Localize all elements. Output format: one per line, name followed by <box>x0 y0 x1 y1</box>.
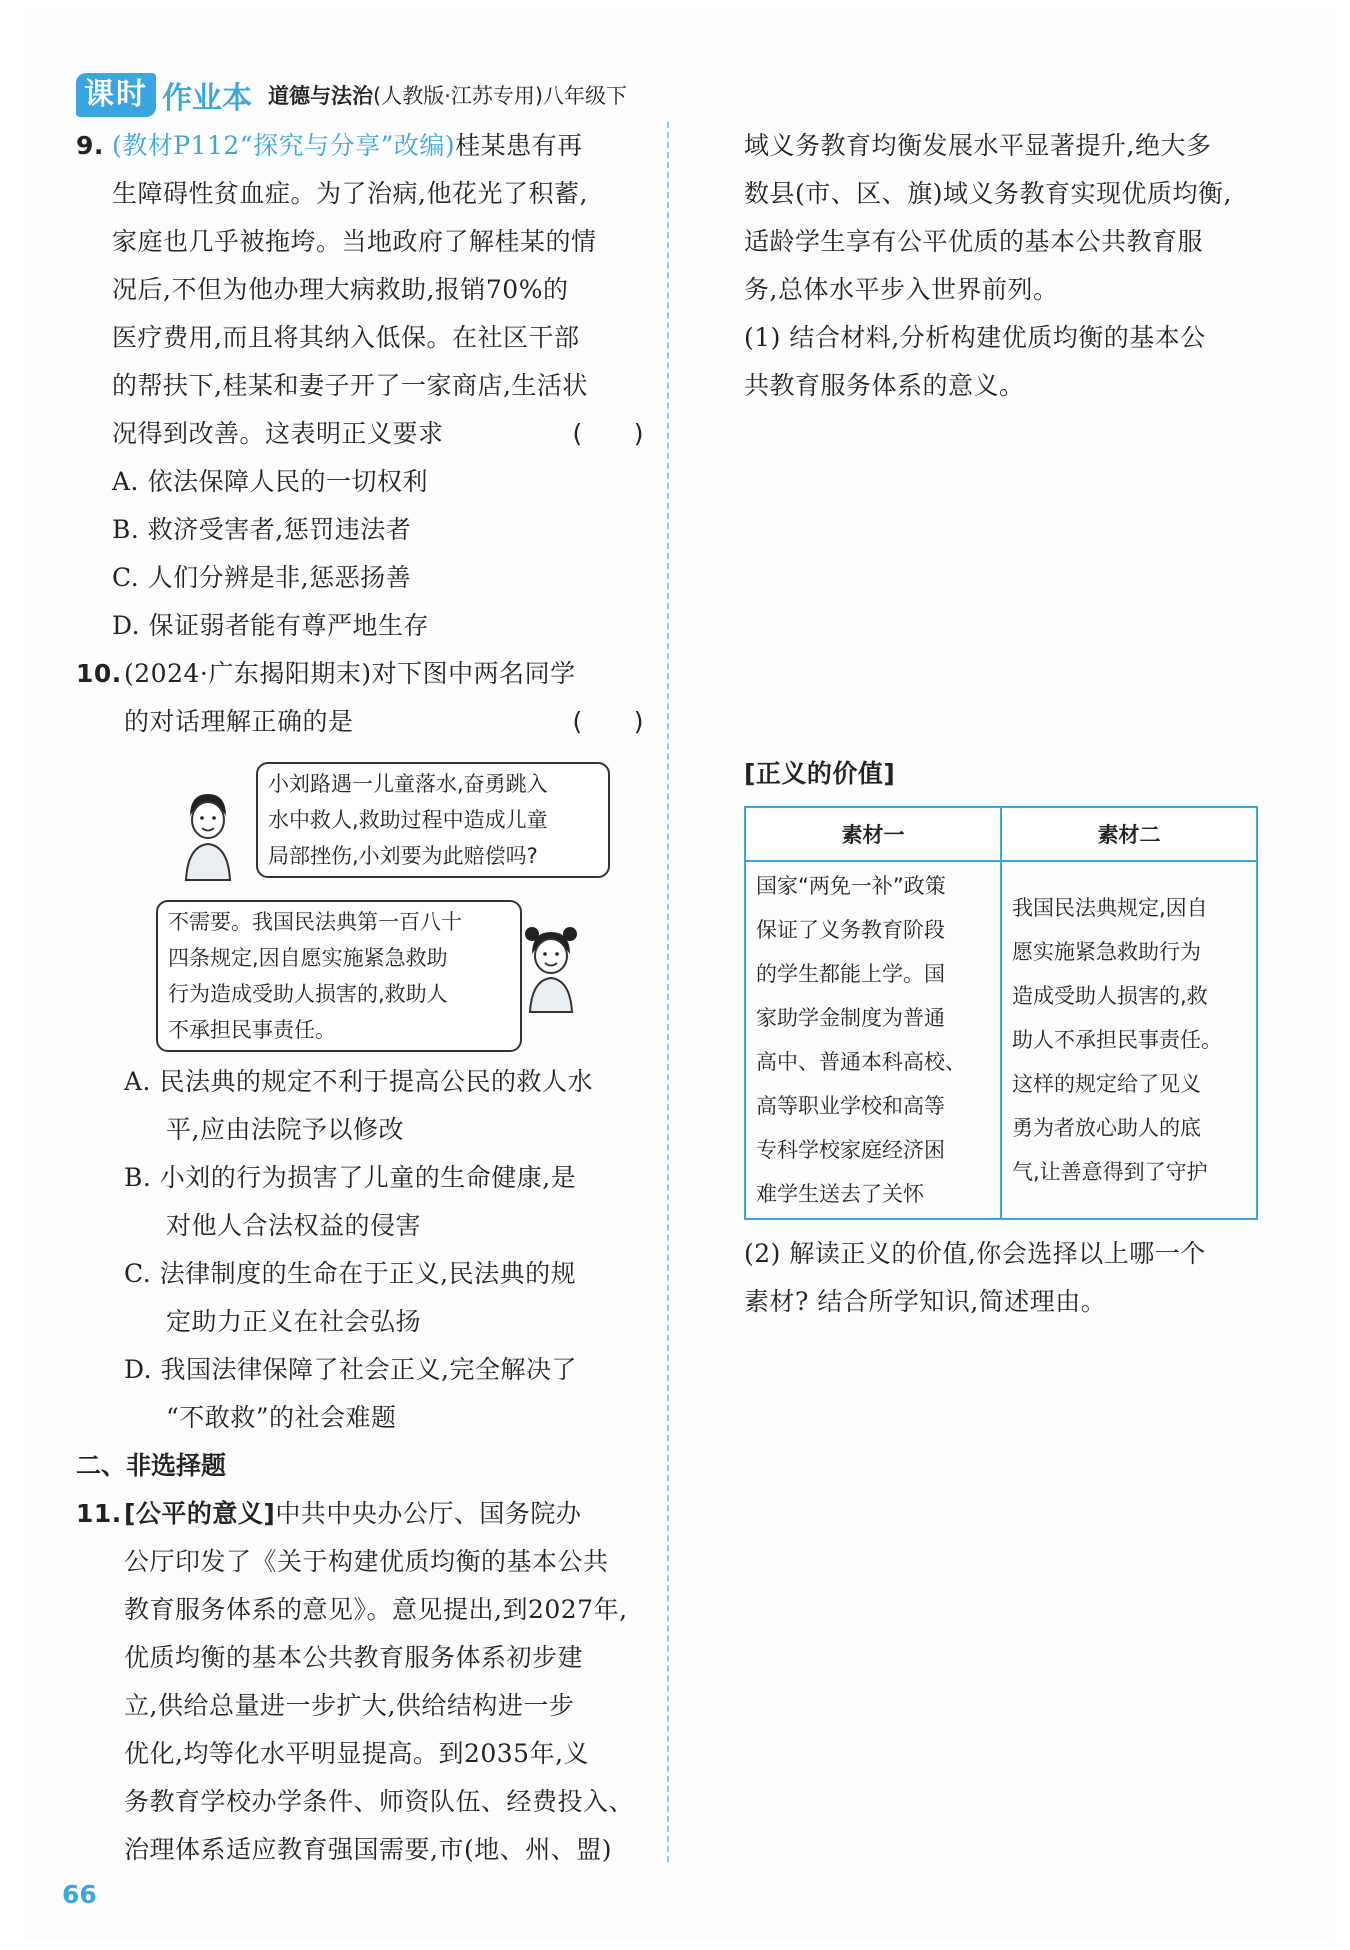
girl-figure-icon <box>516 924 586 1014</box>
q11-text-5: 优化,均等化水平明显提高。到2035年,义 <box>124 1739 590 1768</box>
q11-right-text-1: 数县(市、区、旗)域义务教育实现优质均衡, <box>744 179 1232 208</box>
q11-number: 11. <box>76 1499 122 1528</box>
material1-line: 高中、普通本科高校、 <box>756 1050 966 1074</box>
q11-text-2: 教育服务体系的意见》。意见提出,到2027年, <box>124 1595 628 1624</box>
q10-option-c-cont: 定助力正义在社会弘扬 <box>166 1307 422 1336</box>
q10-text-1: 的对话理解正确的是 <box>124 707 354 736</box>
bubble2-line: 行为造成受助人损害的,救助人 <box>168 982 448 1006</box>
bubble1-line: 小刘路遇一儿童落水,奋勇跳入 <box>268 772 548 796</box>
material1-line: 专科学校家庭经济困 <box>756 1138 945 1162</box>
right-column <box>744 122 1264 1726</box>
q11-right-text-0: 域义务教育均衡发展水平显著提升,绝大多 <box>744 131 1212 160</box>
bubble2-line: 不需要。我国民法典第一百八十 <box>168 910 462 934</box>
q11-sub2-line-1: 素材? 结合所学知识,简述理由。 <box>744 1287 1107 1316</box>
material1-line: 国家“两免一补”政策 <box>756 874 946 898</box>
table-header-col2: 素材二 <box>1001 807 1257 861</box>
q11-sub1-line-0: (1) 结合材料,分析构建优质均衡的基本公 <box>744 323 1206 352</box>
dialogue-illustration <box>76 754 644 1054</box>
material1-line: 的学生都能上学。国 <box>756 962 945 986</box>
header-subject <box>268 80 627 110</box>
material-table <box>744 806 1258 1220</box>
q9-number: 9. <box>76 131 104 160</box>
q11-line-1 <box>76 1490 644 1538</box>
q9-text-3: 况后,不但为他办理大病救助,报销70%的 <box>112 275 569 304</box>
question-11 <box>76 1490 644 1874</box>
q10-answer-blank[interactable]: ( ) <box>572 707 644 736</box>
table-cell-material1 <box>745 861 1001 1219</box>
q10-line-2 <box>76 698 644 746</box>
material1-line: 高等职业学校和高等 <box>756 1094 945 1118</box>
material1-line: 家助学金制度为普通 <box>756 1006 945 1030</box>
bubble1-line: 水中救人,救助过程中造成儿童 <box>268 808 548 832</box>
q10-text-0: (2024·广东揭阳期末)对下图中两名同学 <box>124 659 576 688</box>
material2-line: 助人不承担民事责任。 <box>1012 1028 1222 1052</box>
q11-text-4: 立,供给总量进一步扩大,供给结构进一步 <box>124 1691 575 1720</box>
q9-answer-blank[interactable]: ( ) <box>572 419 644 448</box>
q9-text-1: 生障碍性贫血症。为了治病,他花光了积蓄, <box>112 179 588 208</box>
answer-space-2[interactable] <box>744 1326 1264 1726</box>
q11-right-text-3: 务,总体水平步入世界前列。 <box>744 275 1059 304</box>
q9-option-b[interactable]: B. 救济受害者,惩罚违法者 <box>112 515 412 544</box>
left-column <box>76 122 644 1874</box>
q11-text-7: 治理体系适应教育强国需要,市(地、州、盟) <box>124 1835 612 1864</box>
page-header <box>76 70 627 120</box>
edition-label: (人教版·江苏专用)八年级下 <box>373 84 628 108</box>
q10-option-d-cont: “不敢救”的社会难题 <box>166 1403 397 1432</box>
bubble2-line: 不承担民事责任。 <box>168 1018 336 1042</box>
q9-text-5: 的帮扶下,桂某和妻子开了一家商店,生活状 <box>112 371 588 400</box>
subject-title: 道德与法治 <box>268 84 373 108</box>
q11-tag2: [正义的价值] <box>744 759 896 788</box>
speech-bubble-girl <box>156 900 522 1052</box>
q11-sub2-line-0: (2) 解读正义的价值,你会选择以上哪一个 <box>744 1239 1206 1268</box>
q9-stem-end: 况得到改善。这表明正义要求 <box>112 419 444 448</box>
q11-right-text-2: 适龄学生享有公平优质的基本公共教育服 <box>744 227 1204 256</box>
table-row <box>745 861 1257 1219</box>
q11-text-3: 优质均衡的基本公共教育服务体系初步建 <box>124 1643 584 1672</box>
boy-figure-icon <box>176 790 240 882</box>
q11-tag: [公平的意义] <box>124 1499 276 1528</box>
q10-line-1 <box>76 650 644 698</box>
q9-text-6 <box>76 410 644 458</box>
logo-keshi: 课时 <box>76 73 156 117</box>
question-9 <box>76 122 644 650</box>
bubble1-line: 局部挫伤,小刘要为此赔偿吗? <box>268 844 538 868</box>
speech-bubble-boy <box>256 762 610 878</box>
material2-line: 愿实施紧急救助行为 <box>1012 940 1201 964</box>
material1-line: 保证了义务教育阶段 <box>756 918 945 942</box>
q9-source: (教材P112“探究与分享”改编) <box>112 131 456 160</box>
q9-option-d[interactable]: D. 保证弱者能有尊严地生存 <box>112 611 430 640</box>
material2-line: 气,让善意得到了守护 <box>1012 1160 1208 1184</box>
q9-line-1 <box>76 122 644 170</box>
q9-text-4: 医疗费用,而且将其纳入低保。在社区干部 <box>112 323 580 352</box>
q10-option-c[interactable]: C. 法律制度的生命在于正义,民法典的规 <box>124 1259 577 1288</box>
material2-line: 勇为者放心助人的底 <box>1012 1116 1201 1140</box>
q10-option-b[interactable]: B. 小刘的行为损害了儿童的生命健康,是 <box>124 1163 577 1192</box>
q10-option-d[interactable]: D. 我国法律保障了社会正义,完全解决了 <box>124 1355 577 1384</box>
question-10 <box>76 650 644 1442</box>
q9-text-0: 桂某患有再 <box>455 131 583 160</box>
material1-line: 难学生送去了关怀 <box>756 1182 924 1206</box>
answer-space-1[interactable] <box>744 410 1264 750</box>
bubble2-line: 四条规定,因自愿实施紧急救助 <box>168 946 448 970</box>
section-title-non-choice: 二、非选择题 <box>76 1451 227 1480</box>
table-cell-material2 <box>1001 861 1257 1219</box>
logo-zuoye: 作业本 <box>162 81 252 116</box>
material2-line: 这样的规定给了见义 <box>1012 1072 1201 1096</box>
q9-option-c[interactable]: C. 人们分辨是非,惩恶扬善 <box>112 563 412 592</box>
material2-line: 造成受助人损害的,救 <box>1012 984 1208 1008</box>
table-header-row <box>745 807 1257 861</box>
q11-text-0: 中共中央办公厅、国务院办 <box>275 1499 582 1528</box>
q9-option-a[interactable]: A. 依法保障人民的一切权利 <box>112 467 428 496</box>
q10-number: 10. <box>76 659 122 688</box>
q11-sub1-line-1: 共教育服务体系的意义。 <box>744 371 1025 400</box>
q11-text-1: 公厅印发了《关于构建优质均衡的基本公共 <box>124 1547 609 1576</box>
q10-option-a[interactable]: A. 民法典的规定不利于提高公民的救人水 <box>124 1067 593 1096</box>
q10-option-a-cont: 平,应由法院予以修改 <box>166 1115 404 1144</box>
material2-line: 我国民法典规定,因自 <box>1012 896 1208 920</box>
q10-option-b-cont: 对他人合法权益的侵害 <box>166 1211 422 1240</box>
page-number: 66 <box>62 1880 97 1909</box>
q11-text-6: 务教育学校办学条件、师资队伍、经费投入、 <box>124 1787 635 1816</box>
column-divider <box>667 122 669 1862</box>
q9-text-2: 家庭也几乎被拖垮。当地政府了解桂某的情 <box>112 227 597 256</box>
table-header-col1: 素材一 <box>745 807 1001 861</box>
